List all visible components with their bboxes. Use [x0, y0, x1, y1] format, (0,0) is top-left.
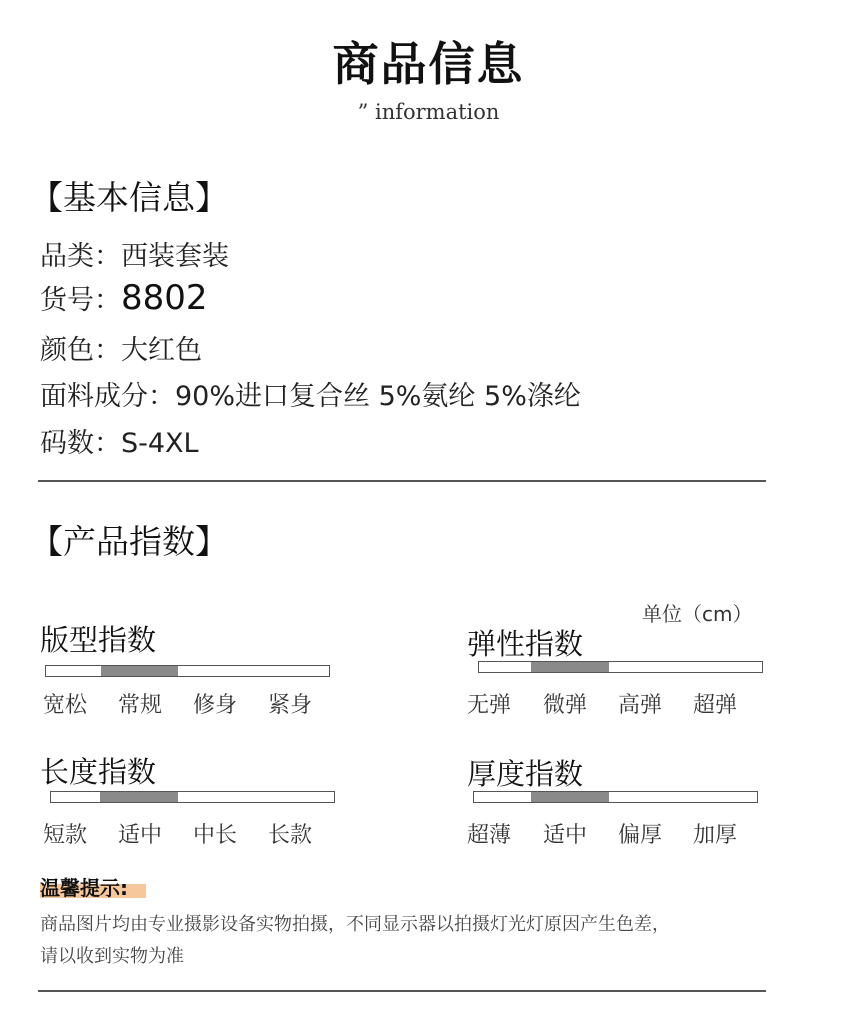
length-label-mid-long: 中长: [193, 823, 238, 848]
thickness-index-fill: [531, 792, 609, 802]
size-row: [40, 421, 199, 460]
size-value: S-4XL: [121, 428, 199, 459]
elasticity-label-slight: 微弹: [543, 693, 588, 718]
elasticity-index-fill: [531, 662, 609, 672]
tip-text-line-1: 商品图片均由专业摄影设备实物拍摄，不同显示器以拍摄灯光灯原因产生色差，: [40, 914, 670, 935]
fabric-label: 面料成分：: [40, 381, 175, 412]
basic-info-heading: 【基本信息】: [30, 178, 228, 217]
color-row: [40, 328, 202, 367]
page-subtitle: ” information: [357, 100, 500, 124]
length-label-short: 短款: [43, 823, 88, 848]
length-label-medium: 适中: [118, 823, 163, 848]
length-index-title: 长度指数: [40, 755, 157, 789]
category-value: 西装套装: [121, 241, 229, 272]
fit-label-slim: 修身: [193, 693, 238, 718]
divider: [38, 480, 766, 482]
fit-label-tight: 紧身: [268, 693, 313, 718]
bottom-divider: [38, 990, 766, 992]
category-label: 品类：: [40, 241, 121, 272]
page-title: 商品信息: [332, 37, 525, 91]
thickness-label-extra-thick: 加厚: [693, 823, 738, 848]
elasticity-index-title: 弹性指数: [467, 627, 584, 661]
fit-index-fill: [101, 666, 178, 676]
category-row: [40, 234, 229, 273]
elasticity-label-super: 超弹: [693, 693, 738, 718]
color-value: 大红色: [121, 335, 202, 366]
fabric-row: [40, 374, 581, 413]
sku-row: [40, 278, 208, 318]
thickness-index-bar: [473, 791, 758, 803]
elasticity-label-high: 高弹: [618, 693, 663, 718]
color-label: 颜色：: [40, 335, 121, 366]
thickness-label-medium: 适中: [543, 823, 588, 848]
size-label: 码数：: [40, 428, 121, 459]
fabric-value: 90%进口复合丝 5%氨纶 5%涤纶: [175, 381, 581, 412]
elasticity-label-none: 无弹: [467, 693, 512, 718]
length-index-fill: [100, 792, 178, 802]
fit-index-title: 版型指数: [40, 623, 157, 657]
tip-title: 温馨提示:: [40, 876, 128, 900]
elasticity-index-bar: [478, 661, 763, 673]
tip-text-line-2: 请以收到实物为准: [40, 946, 184, 967]
length-index-bar: [50, 791, 335, 803]
sku-value: 8802: [121, 278, 208, 318]
thickness-label-thin: 超薄: [467, 823, 512, 848]
length-label-long: 长款: [268, 823, 313, 848]
unit-note: 单位（cm）: [642, 602, 753, 626]
thickness-label-thick: 偏厚: [618, 823, 663, 848]
fit-label-regular: 常规: [118, 693, 163, 718]
product-index-heading: 【产品指数】: [30, 522, 228, 561]
sku-label: 货号：: [40, 285, 121, 316]
fit-index-bar: [45, 665, 330, 677]
thickness-index-title: 厚度指数: [467, 757, 584, 791]
fit-label-loose: 宽松: [43, 693, 88, 718]
